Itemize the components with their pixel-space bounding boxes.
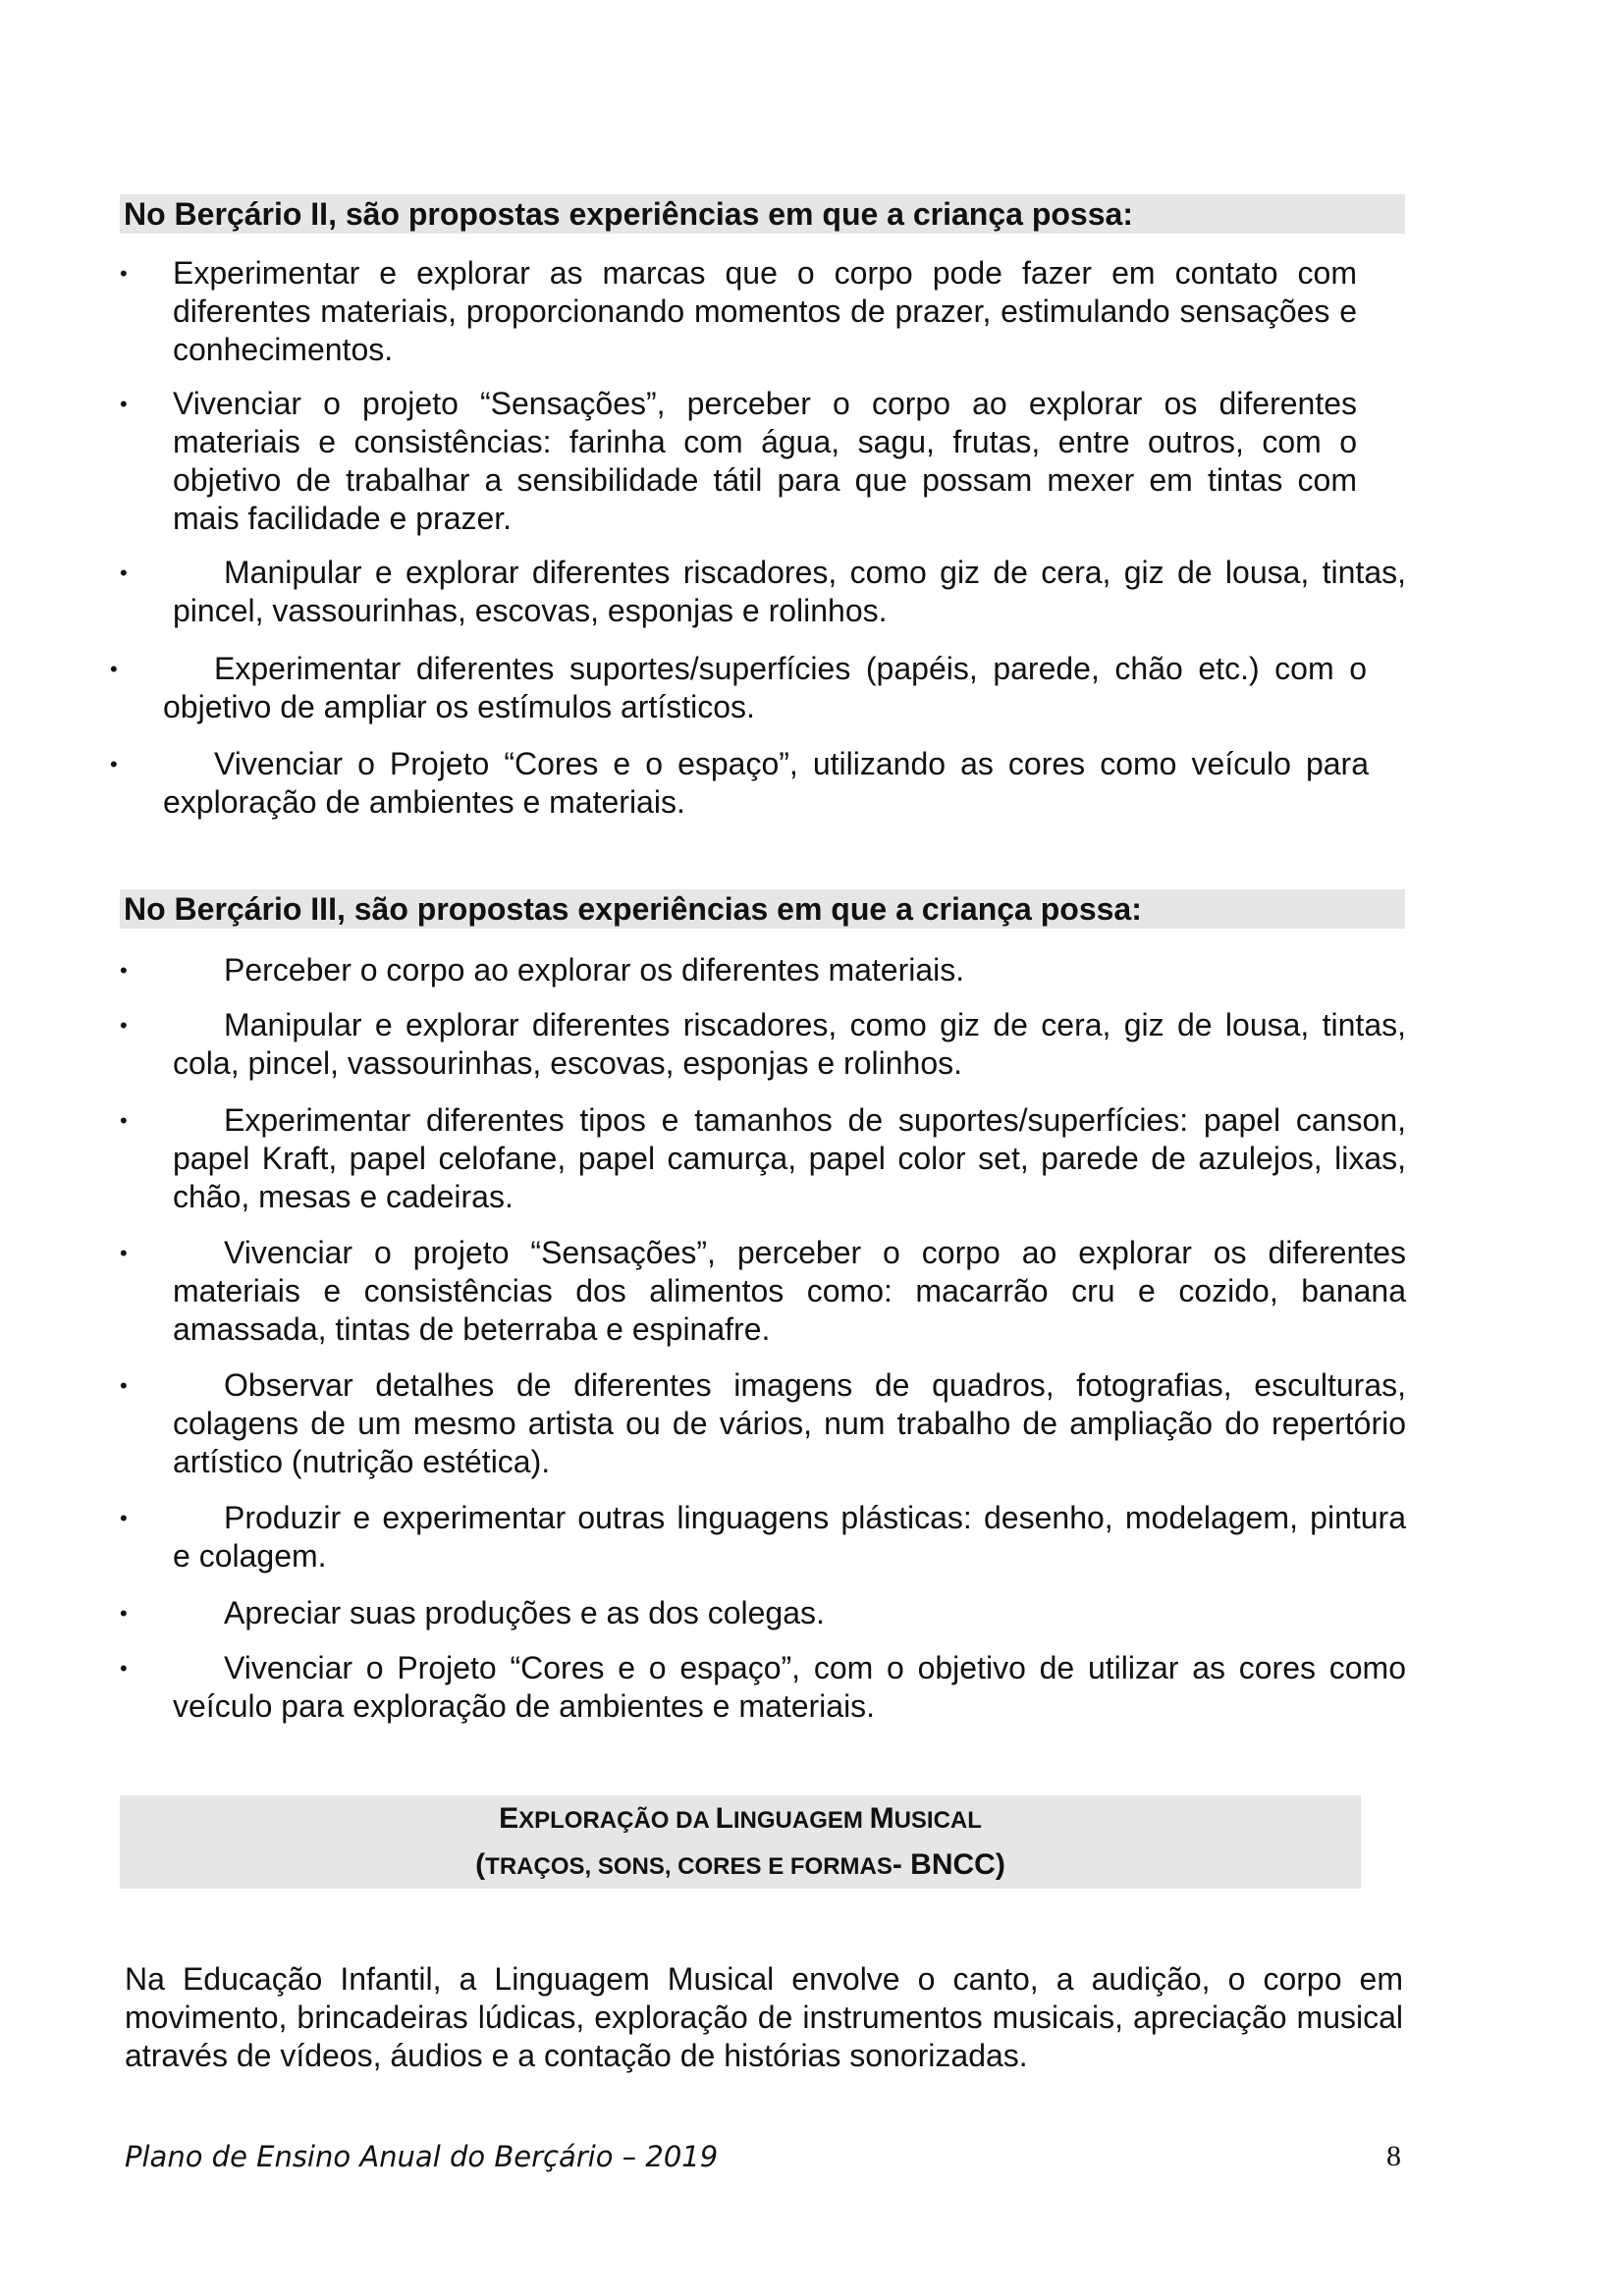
list-item-text: Vivenciar o projeto “Sensações”, perceber o corpo ao explorar os diferentes materiais e consistências dos alimentos como: macarrão cru e cozido, banana amassada, tintas de beterraba e espinafre. (173, 1235, 1406, 1347)
section-title-part: ( (475, 1848, 486, 1881)
section-title-part: USICAL (893, 1807, 982, 1834)
section-title-part: E (499, 1802, 519, 1835)
section-title-part: M (869, 1802, 894, 1835)
list-item-text: Experimentar e explorar as marcas que o corpo pode fazer em contato com diferentes materiais, proporcionando momentos de prazer, estimulando sensações e conhecimentos. (173, 255, 1357, 367)
list-item-text: Manipular e explorar diferentes riscadores, como giz de cera, giz de lousa, tintas, pincel, vassourinhas, escovas, esponjas e rolinhos. (173, 555, 1406, 628)
bullet-icon: • (120, 1108, 128, 1133)
list-item-text: Observar detalhes de diferentes imagens de quadros, fotografias, esculturas, colagens de um mesmo artista ou de vários, num trabalho de ampliação do repertório artístico (nutrição estética). (173, 1367, 1406, 1479)
section-title-part: TRAÇOS, SONS, CORES E FORMAS (485, 1853, 893, 1880)
list-item-text: Vivenciar o Projeto “Cores e o espaço”, com o objetivo de utilizar as cores como veículo para exploração de ambientes e materiais. (173, 1650, 1406, 1724)
list-item-text: Produzir e experimentar outras linguagens plásticas: desenho, modelagem, pintura e colagem. (173, 1500, 1406, 1574)
bullet-icon: • (120, 1656, 128, 1681)
footer-document-title: Plano de Ensino Anual do Berçário – 2019 (125, 2140, 719, 2173)
bullet-icon: • (120, 1241, 128, 1265)
bullet-icon: • (120, 561, 128, 585)
list-item-text: Experimentar diferentes tipos e tamanhos de suportes/superfícies: papel canson, papel Kraft, papel celofane, papel camurça, papel color set, parede de azulejos, lixas, chão, mesas e cadeiras. (173, 1102, 1406, 1214)
bullet-icon: • (110, 657, 118, 681)
section-title-part: INGUAGEM (732, 1807, 870, 1834)
section-title-line-1 (120, 1795, 1361, 1842)
bullet-icon: • (120, 1601, 128, 1626)
page-number: 8 (1386, 2140, 1401, 2172)
section-title-part: - BNCC) (892, 1848, 1005, 1881)
bullet-icon: • (110, 752, 118, 776)
bullet-icon: • (120, 958, 128, 983)
list-item-text: Perceber o corpo ao explorar os diferentes materiais. (224, 952, 965, 988)
list-item-text: Experimentar diferentes suportes/superfícies (papéis, parede, chão etc.) com o objetivo de ampliar os estímulos artísticos. (163, 651, 1367, 724)
bullet-icon: • (120, 392, 128, 416)
bullet-icon: • (120, 1506, 128, 1530)
bullet-icon: • (120, 1373, 128, 1398)
section-title-part: L (715, 1802, 733, 1835)
list-item-text: Manipular e explorar diferentes riscadores, como giz de cera, giz de lousa, tintas, cola, pincel, vassourinhas, escovas, esponjas e rolinhos. (173, 1007, 1406, 1081)
section-heading-bercario-ii: No Berçário II, são propostas experiências em que a criança possa: (120, 194, 1405, 234)
musical-language-paragraph: Na Educação Infantil, a Linguagem Musical envolve o canto, a audição, o corpo em movimento, brincadeiras lúdicas, exploração de instrumentos musicais, apreciação musical através de vídeos, áudios e a contação de histórias sonorizadas. (125, 1961, 1403, 2073)
section-title-line-2 (120, 1842, 1361, 1888)
section-heading-bercario-iii: No Berçário III, são propostas experiências em que a criança possa: (120, 889, 1405, 929)
list-item-text: Vivenciar o Projeto “Cores e o espaço”, utilizando as cores como veículo para exploração de ambientes e materiais. (163, 746, 1369, 820)
bullet-icon: • (120, 261, 128, 286)
section-title-box (120, 1795, 1361, 1889)
bullet-icon: • (120, 1013, 128, 1038)
list-item-text: Apreciar suas produções e as dos colegas. (224, 1595, 825, 1630)
section-title-part: XPLORAÇÃO DA (518, 1807, 716, 1834)
list-item-text: Vivenciar o projeto “Sensações”, perceber o corpo ao explorar os diferentes materiais e consistências: farinha com água, sagu, frutas, entre outros, com o objetivo de trabalhar a sensibilidade tátil para que possam mexer em tintas com mais facilidade e prazer. (173, 386, 1357, 536)
